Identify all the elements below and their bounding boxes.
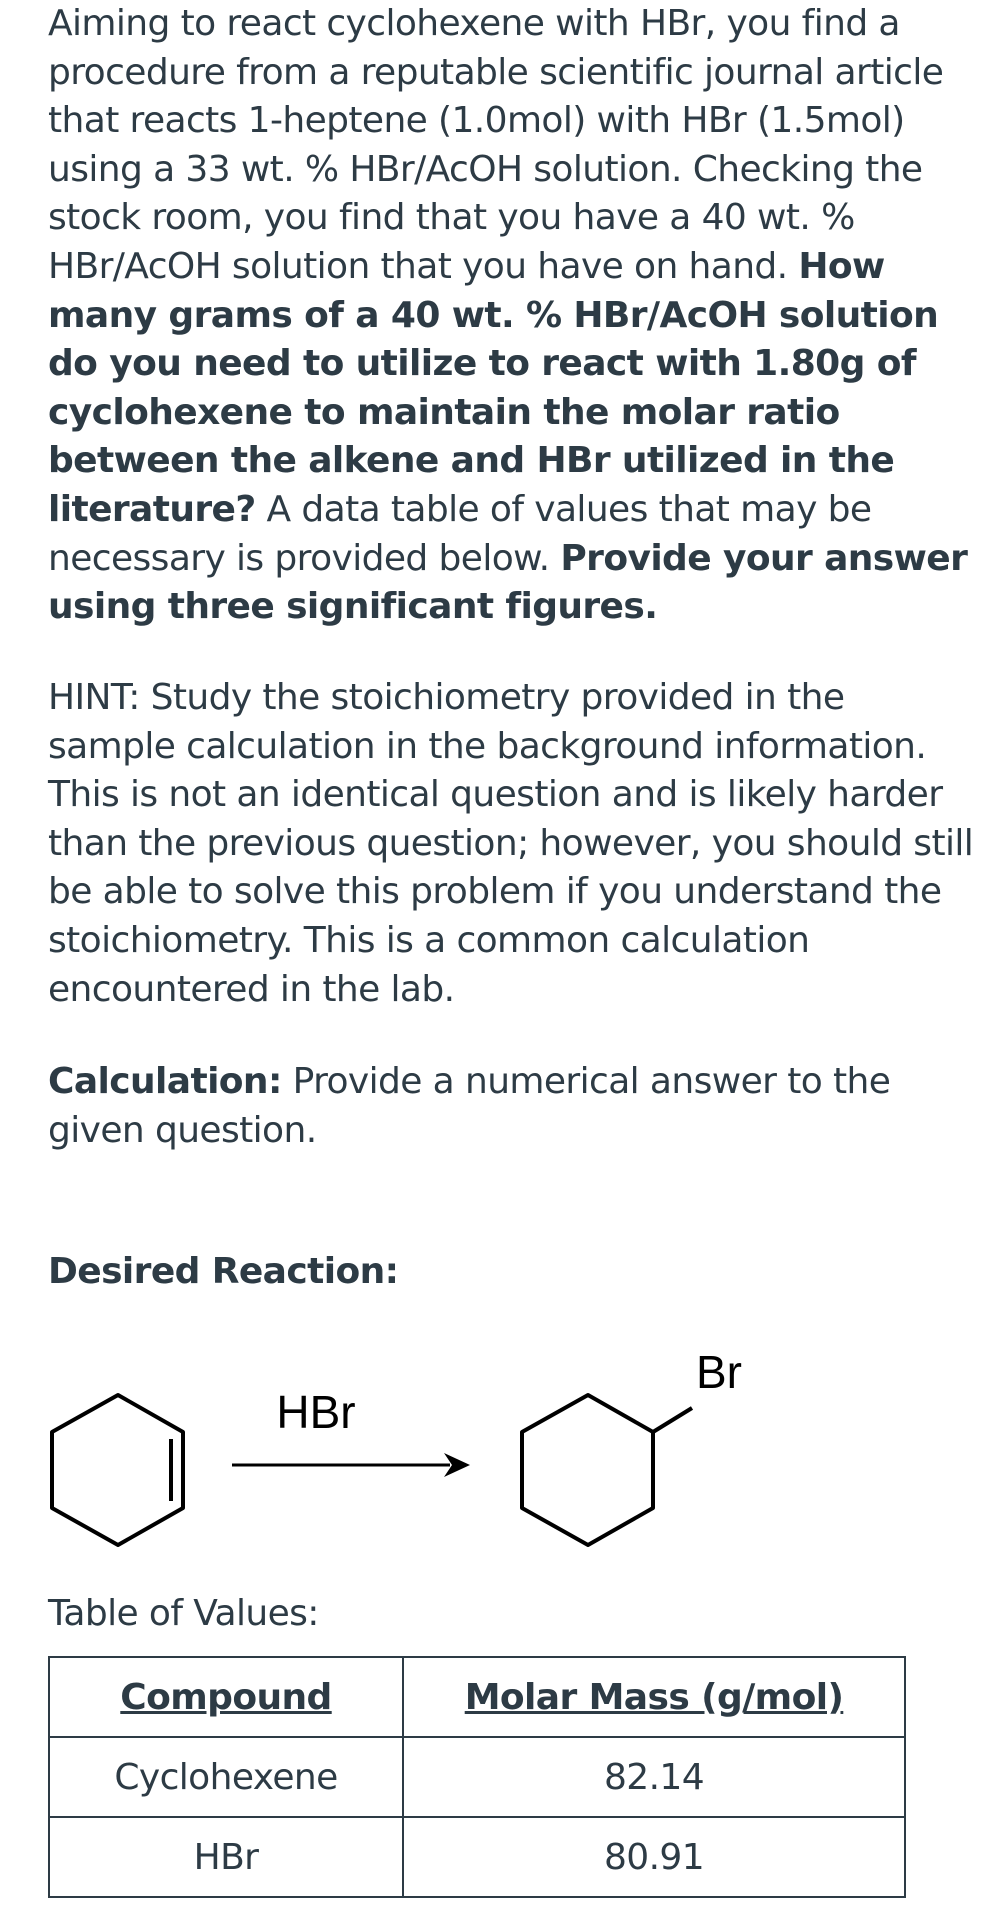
question-intro: Aiming to react cyclohexene with HBr, you find a procedure from a reputable scientific journal article that reacts 1-heptene (1.0mol) with HBr (1.5mol) using a 33 wt. % HBr/AcOH solution. Checking the stock room, you find that you have a 40 wt. % HBr/AcOH solution that you have on hand. — [48, 3, 944, 287]
reagent-label: HBr — [276, 1386, 356, 1438]
table-header-cell — [403, 1657, 905, 1737]
table-row — [49, 1817, 905, 1897]
calculation-paragraph — [48, 1058, 978, 1155]
reaction-arrow — [232, 1453, 470, 1477]
bromine-label: Br — [696, 1346, 742, 1398]
table-header-row — [49, 1657, 905, 1737]
reaction-scheme — [0, 1340, 996, 1560]
question-after: A data table of values that may be necessary is provided below. — [48, 488, 872, 579]
table-cell-molar-mass: 80.91 — [403, 1817, 905, 1897]
table-cell-molar-mass: 82.14 — [403, 1737, 905, 1817]
header-molar-mass: Molar Mass (g/mol) — [464, 1676, 844, 1718]
question-bold: How many grams of a 40 wt. % HBr/AcOH solution do you need to utilize to react with 1.80g of cyclohexene to maintain the molar ratio between the alkene and HBr utilized in the literature? — [48, 245, 939, 530]
hint-paragraph: HINT: Study the stoichiometry provided in the sample calculation in the background information. This is not an identical question and is likely harder than the previous question; however, you should still be able to solve this problem if you understand the stoichiometry. This is a common calculation encountered in the lab. — [48, 677, 974, 1010]
calculation-label: Calculation: — [48, 1061, 282, 1102]
question-paragraph — [48, 0, 978, 632]
desired-reaction-label: Desired Reaction: — [48, 1251, 399, 1292]
bromocyclohexane-structure — [522, 1395, 692, 1545]
sigfig-instruction: Provide your answer using three significant figures. — [48, 537, 968, 628]
table-header-cell — [49, 1657, 403, 1737]
header-compound: Compound — [120, 1676, 332, 1718]
calculation-text: Provide a numerical answer to the given question. — [48, 1061, 891, 1151]
table-label: Table of Values: — [48, 1593, 319, 1634]
table-row — [49, 1737, 905, 1817]
cyclohexene-structure — [52, 1395, 183, 1545]
table-cell-compound: Cyclohexene — [49, 1737, 403, 1817]
values-table — [48, 1656, 906, 1898]
table-cell-compound: HBr — [49, 1817, 403, 1897]
